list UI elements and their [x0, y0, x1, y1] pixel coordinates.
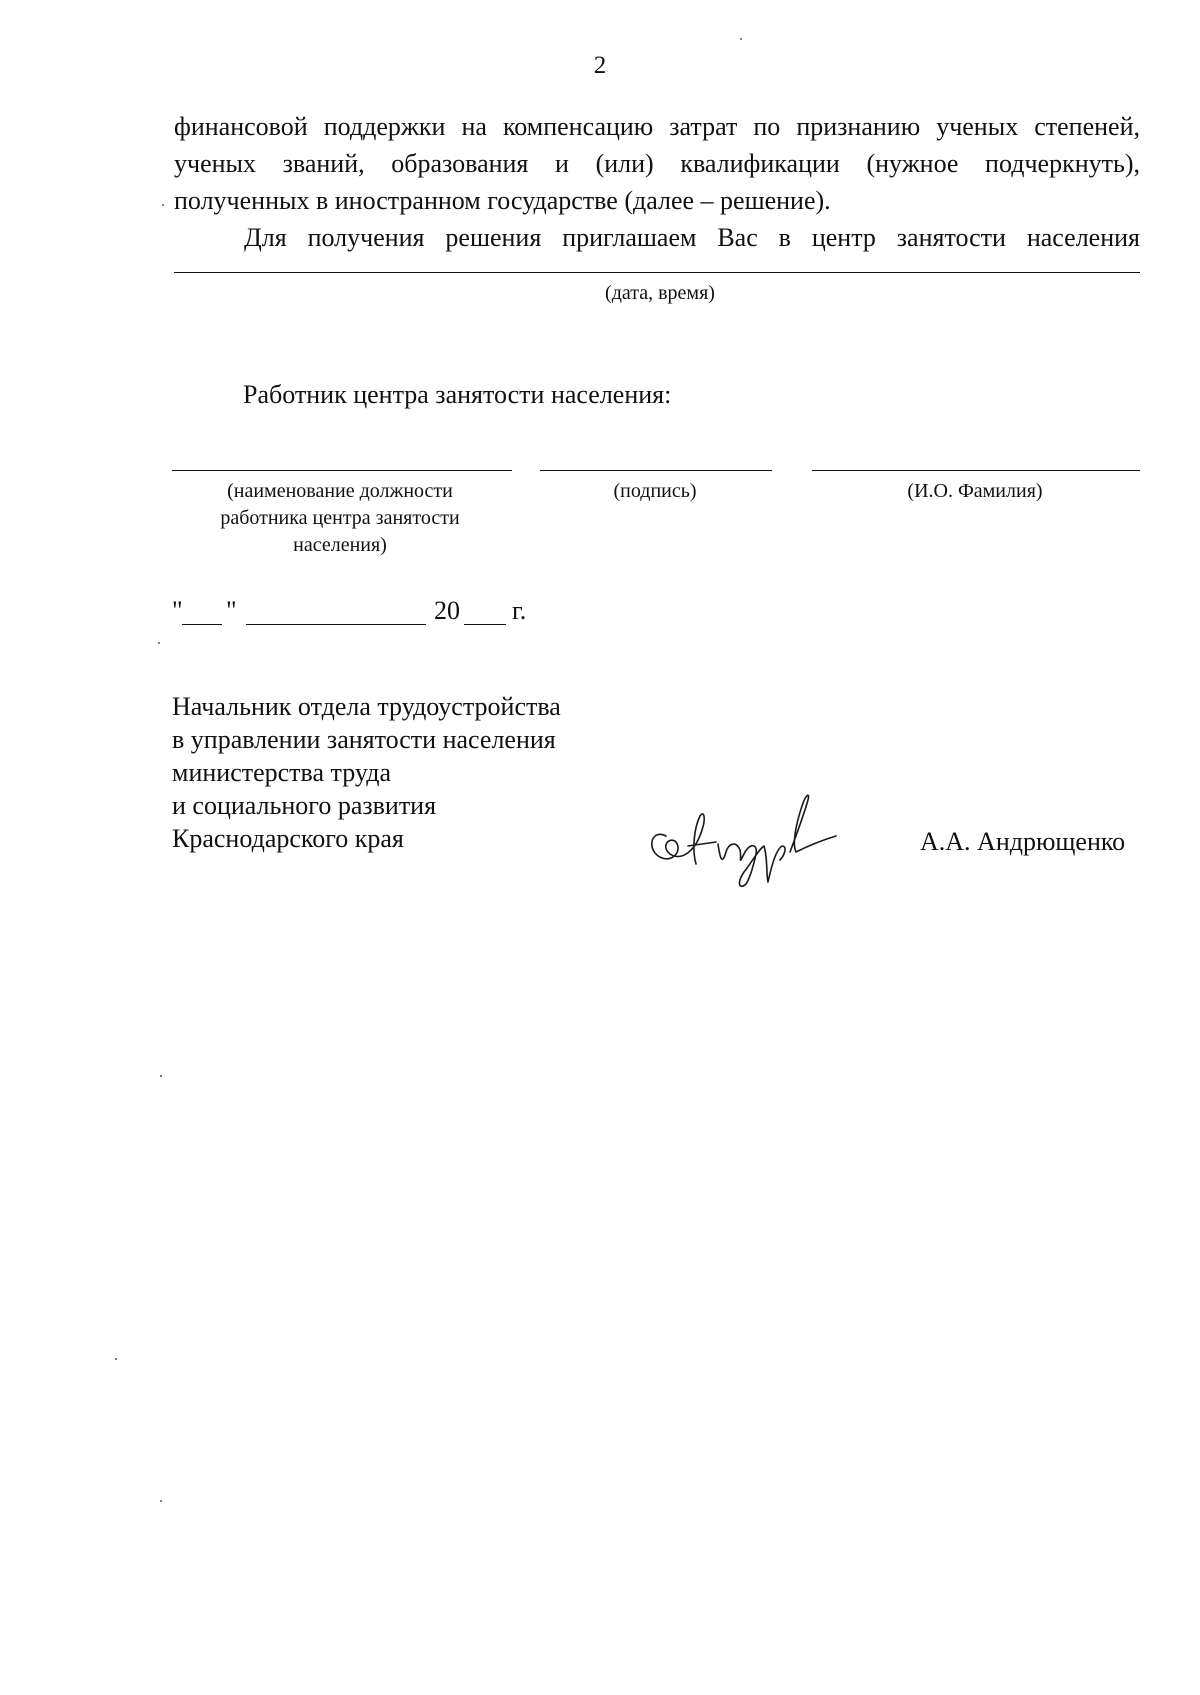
scan-speck: [162, 204, 164, 206]
paragraph-2: Для получения решения приглашаем Вас в центр занятости населения: [244, 223, 1140, 252]
month-blank: [246, 624, 426, 625]
signature-line: [540, 470, 772, 471]
scan-speck: [160, 1500, 162, 1502]
signatory-title-line: в управлении занятости населения: [172, 725, 556, 754]
signatory-title-line: Начальник отдела трудоустройства: [172, 692, 561, 721]
year-prefix: 20: [434, 596, 460, 625]
date-quote-open: ": [172, 596, 183, 625]
year-suffix: г.: [512, 596, 527, 625]
signature-caption: (подпись): [613, 480, 697, 502]
signatory-title-line: Краснодарского края: [172, 824, 404, 853]
day-blank: [182, 624, 222, 625]
handwritten-signature: [640, 780, 860, 890]
date-time-caption: (дата, время): [605, 282, 715, 304]
body-text: [174, 108, 1140, 256]
date-time-line: [174, 272, 1140, 273]
signatory-title-line: и социального развития: [172, 791, 437, 820]
name-line: [812, 470, 1140, 471]
page-number: 2: [593, 52, 607, 79]
name-caption: (И.О. Фамилия): [907, 480, 1043, 502]
scan-speck: [158, 642, 160, 644]
employee-label: Работник центра занятости населения:: [243, 380, 672, 409]
paragraph-1: финансовой поддержки на компенсацию затрат по признанию ученых степеней, ученых званий, образования и (или) квалификации (нужное подчеркнуть), полученных в иностранном государстве (далее – решение).: [174, 112, 1140, 215]
scan-speck: [740, 38, 742, 40]
position-caption: (наименование должности работника центра занятости населения): [220, 480, 460, 556]
position-line: [172, 470, 512, 471]
signatory-name: А.А. Андрющенко: [920, 827, 1126, 856]
scan-speck: [160, 1075, 162, 1077]
scan-speck: [115, 1358, 117, 1360]
year-blank: [464, 624, 506, 625]
signatory-title-line: министерства труда: [172, 758, 391, 787]
signatory-title: [172, 690, 632, 855]
date-quote-close: ": [226, 596, 237, 625]
